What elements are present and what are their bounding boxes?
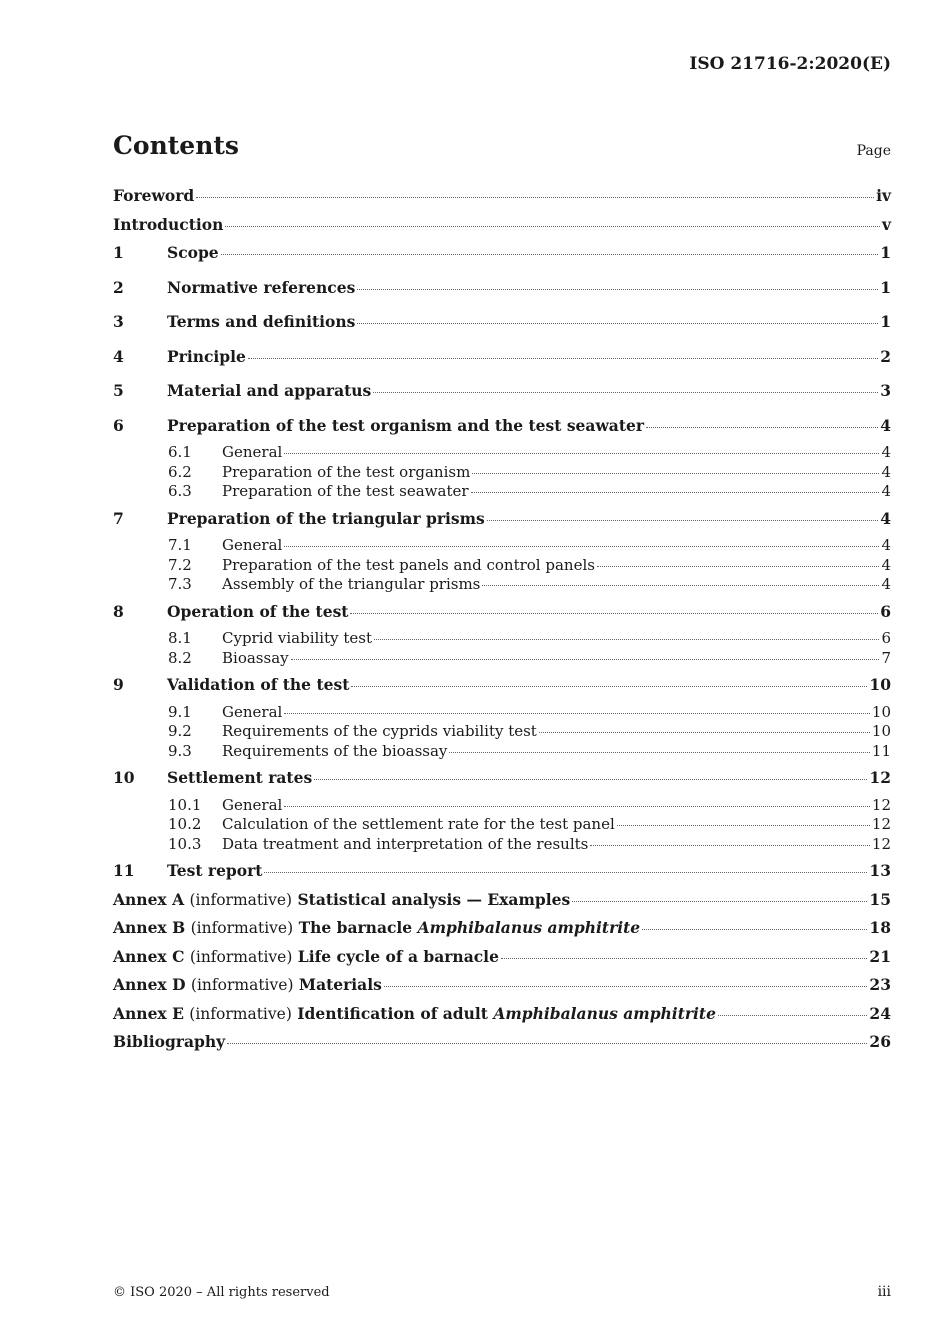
toc-entry-text: Test report [167, 861, 263, 880]
dot-leader [314, 779, 867, 780]
toc-entry-section-6[interactable] [113, 415, 891, 444]
section-number: 8 [113, 601, 124, 621]
toc-entry-text: Operation of the test [167, 601, 349, 621]
page-number: iii [877, 1284, 891, 1300]
dot-leader [357, 323, 878, 324]
toc-entry-page: 4 [881, 536, 891, 554]
subsection-number: 6.3 [168, 482, 192, 500]
subsection-number: 6.1 [168, 443, 192, 461]
toc-entry-page: 6 [881, 629, 891, 647]
toc-annexes [113, 889, 891, 1032]
dot-leader [221, 254, 879, 255]
toc-entry-page: 1 [880, 277, 891, 297]
toc-entry-section-2[interactable] [113, 277, 891, 306]
annex-title: Statistical analysis — Examples [297, 889, 571, 909]
toc-entry-text: Preparation of the test panels and control panels [222, 555, 595, 574]
dot-leader [471, 492, 880, 493]
toc-entry-text: Preparation of the triangular prisms [167, 508, 485, 528]
toc-entry-page: 12 [871, 815, 891, 833]
toc-entry-section-11[interactable] [113, 860, 891, 889]
annex-heading [113, 1003, 716, 1025]
annex-heading [113, 917, 640, 939]
dot-leader [472, 473, 879, 474]
dot-leader [351, 686, 867, 687]
annex-heading [113, 889, 570, 911]
toc-entry-page: 7 [881, 648, 891, 667]
subsection-number: 10.3 [168, 834, 202, 853]
table-of-contents [113, 185, 891, 1060]
annex-label: Annex E [113, 1003, 184, 1023]
toc-entry-page: 23 [869, 975, 891, 994]
toc-entry-annex[interactable] [113, 1003, 891, 1032]
dot-leader [373, 392, 878, 393]
annex-label: Annex C [113, 946, 185, 966]
dot-leader [284, 806, 870, 807]
annex-title: Materials [298, 975, 382, 994]
toc-entry-text: Requirements of the cyprids viability test [222, 722, 537, 740]
dot-leader [357, 289, 878, 290]
toc-entry-subsection-9.2[interactable] [113, 722, 891, 742]
subsection-number: 9.2 [168, 722, 192, 740]
annex-title: Identification of adult [297, 1003, 494, 1023]
toc-entry-text: Principle [167, 346, 246, 366]
toc-entry-text: Assembly of the triangular prisms [222, 575, 481, 593]
toc-entry-page: 4 [880, 508, 891, 528]
document-identifier: ISO 21716-2:2020(E) [689, 54, 891, 74]
dot-leader [718, 1015, 867, 1016]
annex-label: Annex A [113, 889, 185, 909]
toc-entry-subsection-10.1[interactable] [113, 796, 891, 816]
toc-entry-page: 4 [881, 555, 891, 574]
toc-entry-text: Calculation of the settlement rate for the test panel [222, 815, 615, 833]
dot-leader [196, 197, 874, 198]
dot-leader [248, 358, 878, 359]
toc-entry-page: 6 [880, 601, 891, 621]
toc-entry-section-1[interactable] [113, 242, 891, 271]
toc-entry-section-4[interactable] [113, 346, 891, 375]
annex-label: Annex B [113, 918, 186, 937]
toc-entry-page: 12 [871, 795, 891, 814]
toc-entry-page: 10 [869, 675, 891, 694]
toc-entry-page: 4 [880, 415, 891, 435]
toc-entry-subsection-7.3[interactable] [113, 575, 891, 595]
dot-leader [284, 713, 870, 714]
toc-entry-subsection-8.2[interactable] [113, 649, 891, 669]
dot-leader [227, 1043, 867, 1044]
toc-entry-subsection-7.2[interactable] [113, 556, 891, 576]
toc-entry-annex[interactable] [113, 974, 891, 1003]
toc-entry-subsection-10.2[interactable] [113, 815, 891, 835]
toc-entry-subsection-6.2[interactable] [113, 463, 891, 483]
toc-entry-page: 11 [871, 741, 891, 760]
toc-entry-text: Introduction [113, 214, 224, 234]
section-number: 3 [113, 312, 124, 331]
toc-entry-page: 24 [869, 1003, 891, 1023]
toc-entry-subsection-10.3[interactable] [113, 835, 891, 855]
annex-kind: (informative) [190, 919, 294, 937]
toc-entry-page: v [881, 214, 891, 234]
section-number: 10 [113, 768, 135, 787]
toc-entry-page: 1 [880, 243, 891, 262]
section-number: 11 [113, 861, 135, 880]
toc-entry-annex[interactable] [113, 946, 891, 975]
dot-leader [487, 520, 878, 521]
toc-entry-page: 4 [881, 443, 891, 461]
section-number: 4 [113, 346, 124, 366]
toc-entry-subsection-6.3[interactable] [113, 482, 891, 502]
subsection-number: 6.2 [168, 462, 192, 481]
toc-entry-annex[interactable] [113, 889, 891, 918]
dot-leader [284, 546, 879, 547]
toc-entry-page: 4 [881, 575, 891, 593]
subsection-number: 10.2 [168, 815, 202, 833]
toc-entry-subsection-9.3[interactable] [113, 742, 891, 762]
toc-entry-text: Foreword [113, 186, 195, 205]
toc-entry-page: 13 [869, 861, 891, 880]
toc-entry-page: 10 [871, 702, 891, 721]
toc-entry-text: General [222, 795, 283, 814]
toc-entry-subsection-7.1[interactable] [113, 536, 891, 556]
dot-leader [384, 986, 868, 987]
dot-leader [572, 901, 867, 902]
section-number: 2 [113, 277, 124, 297]
annex-kind: (informative) [189, 890, 293, 909]
toc-entry-text: Preparation of the test organism [222, 462, 471, 481]
toc-entry-introduction[interactable] [113, 214, 891, 243]
subsection-number: 9.1 [168, 702, 192, 721]
annex-heading [113, 946, 499, 968]
toc-entry-foreword[interactable] [113, 185, 891, 214]
dot-leader [597, 566, 880, 567]
toc-entry-text: General [222, 702, 283, 721]
toc-sections [113, 242, 891, 889]
subsection-number: 7.3 [168, 575, 192, 593]
toc-entry-section-7[interactable] [113, 508, 891, 537]
toc-entry-subsection-8.1[interactable] [113, 629, 891, 649]
toc-entry-text: Bioassay [222, 648, 289, 667]
copyright-notice: © ISO 2020 – All rights reserved [113, 1285, 330, 1300]
dot-leader [350, 613, 878, 614]
toc-entry-text: Material and apparatus [167, 381, 372, 400]
toc-entry-section-10[interactable] [113, 767, 891, 796]
subsection-number: 8.1 [168, 629, 192, 647]
subsection-number: 9.3 [168, 741, 192, 760]
toc-entry-text: Terms and definitions [167, 312, 356, 331]
toc-entry-page: 10 [871, 722, 891, 740]
page-title: Contents [113, 131, 240, 160]
subsection-number: 7.2 [168, 555, 192, 574]
toc-entry-page: 12 [869, 768, 891, 787]
annex-title-italic: Amphibalanus amphitrite [417, 918, 641, 937]
section-number: 6 [113, 415, 124, 435]
annex-kind: (informative) [189, 1004, 292, 1023]
annex-label: Annex D [113, 975, 186, 994]
subsection-number: 7.1 [168, 536, 192, 554]
section-number: 9 [113, 675, 124, 694]
toc-entry-page: 18 [869, 918, 891, 937]
toc-entry-section-3[interactable] [113, 311, 891, 340]
toc-entry-annex[interactable] [113, 917, 891, 946]
section-number: 5 [113, 381, 124, 400]
toc-entry-text: Cyprid viability test [222, 629, 372, 647]
toc-entry-text: Data treatment and interpretation of the results [222, 834, 589, 853]
toc-entry-section-9[interactable] [113, 674, 891, 703]
toc-entry-text: Preparation of the test organism and the test seawater [167, 415, 645, 435]
dot-leader [374, 639, 879, 640]
toc-entry-text: Validation of the test [167, 675, 350, 694]
toc-entry-text: Normative references [167, 277, 356, 297]
annex-heading [113, 974, 382, 996]
subsection-number: 10.1 [168, 795, 202, 814]
toc-entry-text: Bibliography [113, 1032, 226, 1051]
toc-entry-page: 4 [881, 462, 891, 481]
dot-leader [284, 453, 879, 454]
toc-entry-text: Preparation of the test seawater [222, 482, 469, 500]
dot-leader [617, 825, 870, 826]
toc-entry-text: Requirements of the bioassay [222, 741, 448, 760]
dot-leader [590, 845, 870, 846]
toc-entry-page: 4 [881, 482, 891, 500]
toc-entry-page: 2 [880, 346, 891, 366]
toc-entry-subsection-6.1[interactable] [113, 443, 891, 463]
toc-entry-text: General [222, 536, 283, 554]
toc-entry-text: Scope [167, 243, 219, 262]
dot-leader [646, 427, 878, 428]
toc-entry-bibliography[interactable] [113, 1031, 891, 1060]
toc-entry-page: iv [876, 186, 891, 205]
toc-entry-page: 12 [871, 834, 891, 853]
annex-title: Life cycle of a barnacle [297, 946, 499, 966]
toc-entry-section-8[interactable] [113, 601, 891, 630]
toc-entry-page: 15 [869, 889, 891, 909]
toc-entry-section-5[interactable] [113, 380, 891, 409]
dot-leader [225, 226, 880, 227]
toc-entry-page: 3 [880, 381, 891, 400]
section-number: 1 [113, 243, 124, 262]
dot-leader [482, 585, 879, 586]
toc-entry-page: 21 [869, 946, 891, 966]
annex-kind: (informative) [190, 976, 294, 994]
page-column-label: Page [856, 143, 891, 159]
annex-title: The barnacle [298, 918, 418, 937]
annex-title-italic: Amphibalanus amphitrite [493, 1003, 716, 1023]
dot-leader [642, 929, 867, 930]
toc-entry-page: 26 [869, 1032, 891, 1051]
dot-leader [501, 958, 867, 959]
toc-entry-page: 1 [880, 312, 891, 331]
dot-leader [291, 659, 880, 660]
toc-entry-subsection-9.1[interactable] [113, 703, 891, 723]
dot-leader [449, 752, 870, 753]
subsection-number: 8.2 [168, 648, 192, 667]
section-number: 7 [113, 508, 124, 528]
toc-entry-text: General [222, 443, 283, 461]
dot-leader [264, 872, 867, 873]
annex-kind: (informative) [189, 947, 293, 966]
dot-leader [539, 732, 870, 733]
toc-entry-text: Settlement rates [167, 768, 313, 787]
